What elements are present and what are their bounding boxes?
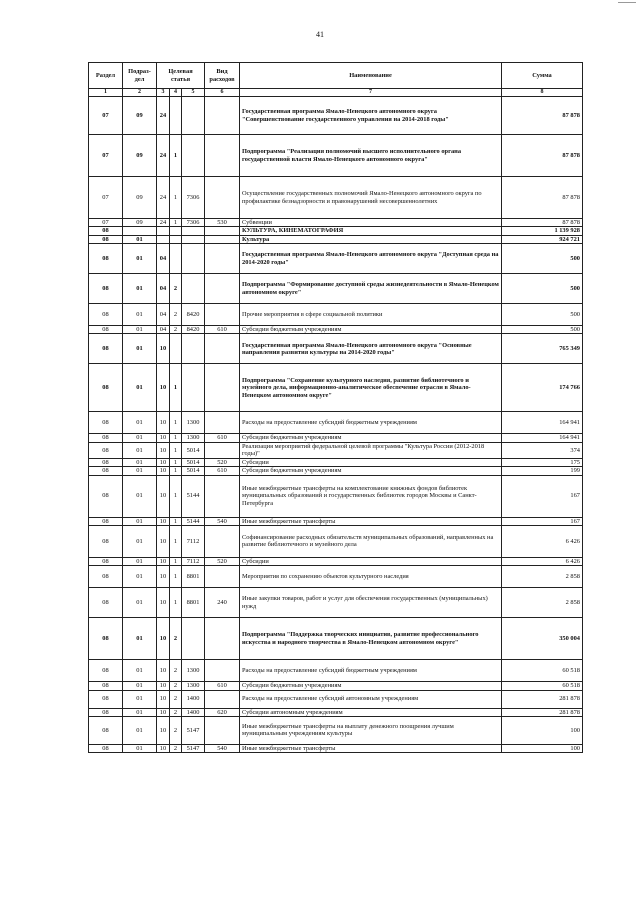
program-code-cell: 10 <box>157 716 170 744</box>
program-code-cell: 04 <box>157 244 170 274</box>
section-code-cell: 08 <box>89 588 123 618</box>
section-code-cell: 08 <box>89 716 123 744</box>
expense-type-cell: 540 <box>205 744 240 752</box>
table-row <box>89 744 583 752</box>
program-code-cell: 10 <box>157 708 170 716</box>
amount-cell: 167 <box>502 475 583 517</box>
subsection-code-cell: 01 <box>123 235 157 243</box>
program-code-cell: 10 <box>157 442 170 458</box>
expense-type-cell <box>205 97 240 135</box>
expense-type-cell <box>205 690 240 708</box>
direction-code-cell: 7306 <box>182 219 205 227</box>
direction-code-cell: 5014 <box>182 458 205 466</box>
expense-type-cell: 610 <box>205 434 240 442</box>
table-row <box>89 525 583 557</box>
column-number: 4 <box>170 89 182 97</box>
section-code-cell: 08 <box>89 304 123 326</box>
direction-code-cell: 1300 <box>182 434 205 442</box>
program-code-cell: 10 <box>157 618 170 660</box>
section-code-cell: 07 <box>89 219 123 227</box>
direction-code-cell <box>182 334 205 364</box>
section-code-cell: 08 <box>89 744 123 752</box>
name-cell: Государственная программа Ямало-Ненецкого автономного округа "Доступная среда на 2014-2020 годы" <box>240 244 502 274</box>
name-cell: Субвенции <box>240 219 502 227</box>
section-code-cell: 08 <box>89 517 123 525</box>
expense-type-cell <box>205 274 240 304</box>
subprogram-code-cell: 2 <box>170 618 182 660</box>
header-name: Наименование <box>240 63 502 89</box>
subsection-code-cell: 09 <box>123 177 157 219</box>
expense-type-cell <box>205 235 240 243</box>
subsection-code-cell: 01 <box>123 364 157 412</box>
column-number-row <box>89 89 583 97</box>
subsection-code-cell: 09 <box>123 219 157 227</box>
program-code-cell: 10 <box>157 517 170 525</box>
subprogram-code-cell: 1 <box>170 525 182 557</box>
program-code-cell: 10 <box>157 475 170 517</box>
name-cell: Культура <box>240 235 502 243</box>
expense-type-cell: 240 <box>205 588 240 618</box>
amount-cell: 167 <box>502 517 583 525</box>
table-row <box>89 235 583 243</box>
name-cell: КУЛЬТУРА, КИНЕМАТОГРАФИЯ <box>240 227 502 235</box>
table-row <box>89 219 583 227</box>
budget-table <box>88 62 583 753</box>
program-code-cell: 24 <box>157 219 170 227</box>
subprogram-code-cell: 1 <box>170 177 182 219</box>
program-code-cell: 10 <box>157 660 170 682</box>
amount-cell: 374 <box>502 442 583 458</box>
direction-code-cell: 7306 <box>182 177 205 219</box>
program-code-cell: 04 <box>157 274 170 304</box>
subprogram-code-cell <box>170 235 182 243</box>
program-code-cell: 10 <box>157 588 170 618</box>
program-code-cell: 10 <box>157 525 170 557</box>
name-cell: Субсидии <box>240 458 502 466</box>
subprogram-code-cell <box>170 97 182 135</box>
subsection-code-cell: 01 <box>123 467 157 475</box>
expense-type-cell <box>205 566 240 588</box>
subsection-code-cell: 01 <box>123 566 157 588</box>
section-code-cell: 07 <box>89 177 123 219</box>
table-row <box>89 588 583 618</box>
amount-cell: 175 <box>502 458 583 466</box>
subprogram-code-cell: 2 <box>170 708 182 716</box>
direction-code-cell: 8801 <box>182 566 205 588</box>
subsection-code-cell: 09 <box>123 97 157 135</box>
section-code-cell: 08 <box>89 566 123 588</box>
amount-cell: 60 518 <box>502 682 583 690</box>
table-row <box>89 682 583 690</box>
amount-cell: 765 349 <box>502 334 583 364</box>
subsection-code-cell: 01 <box>123 708 157 716</box>
header-section: Раздел <box>89 63 123 89</box>
table-row <box>89 557 583 565</box>
program-code-cell: 10 <box>157 412 170 434</box>
header-expense-type: Вид расходов <box>205 63 240 89</box>
section-code-cell: 08 <box>89 364 123 412</box>
table-row <box>89 135 583 177</box>
program-code-cell: 10 <box>157 434 170 442</box>
subsection-code-cell: 01 <box>123 326 157 334</box>
direction-code-cell: 1300 <box>182 412 205 434</box>
subprogram-code-cell: 2 <box>170 716 182 744</box>
amount-cell: 2 858 <box>502 588 583 618</box>
table-row <box>89 566 583 588</box>
amount-cell: 6 426 <box>502 525 583 557</box>
table-row <box>89 690 583 708</box>
program-code-cell: 10 <box>157 690 170 708</box>
subsection-code-cell: 01 <box>123 244 157 274</box>
subsection-code-cell: 01 <box>123 334 157 364</box>
subprogram-code-cell: 1 <box>170 517 182 525</box>
direction-code-cell <box>182 97 205 135</box>
expense-type-cell <box>205 412 240 434</box>
direction-code-cell: 5014 <box>182 442 205 458</box>
subprogram-code-cell: 1 <box>170 588 182 618</box>
header-amount: Сумма <box>502 63 583 89</box>
amount-cell: 100 <box>502 744 583 752</box>
table-row <box>89 304 583 326</box>
subsection-code-cell: 01 <box>123 690 157 708</box>
column-number: 2 <box>123 89 157 97</box>
direction-code-cell: 5147 <box>182 744 205 752</box>
amount-cell: 199 <box>502 467 583 475</box>
subprogram-code-cell <box>170 227 182 235</box>
direction-code-cell <box>182 364 205 412</box>
name-cell: Субсидии бюджетным учреждениям <box>240 467 502 475</box>
program-code-cell: 10 <box>157 364 170 412</box>
expense-type-cell <box>205 442 240 458</box>
table-row <box>89 618 583 660</box>
section-code-cell: 08 <box>89 458 123 466</box>
subsection-code-cell: 01 <box>123 475 157 517</box>
section-code-cell: 08 <box>89 326 123 334</box>
column-number: 7 <box>240 89 502 97</box>
section-code-cell: 08 <box>89 244 123 274</box>
subprogram-code-cell: 1 <box>170 557 182 565</box>
expense-type-cell <box>205 244 240 274</box>
name-cell: Подпрограмма "Поддержка творческих инициатив, развитие профессионального искусства и народного творчества в Ямало-Ненецком автономном округе" <box>240 618 502 660</box>
section-code-cell: 08 <box>89 682 123 690</box>
program-code-cell: 10 <box>157 682 170 690</box>
direction-code-cell <box>182 135 205 177</box>
amount-cell: 164 941 <box>502 412 583 434</box>
section-code-cell: 08 <box>89 690 123 708</box>
direction-code-cell: 1300 <box>182 660 205 682</box>
expense-type-cell <box>205 364 240 412</box>
amount-cell: 500 <box>502 274 583 304</box>
table-row <box>89 475 583 517</box>
table-row <box>89 364 583 412</box>
subprogram-code-cell: 1 <box>170 458 182 466</box>
table-row <box>89 442 583 458</box>
table-row <box>89 708 583 716</box>
table-row <box>89 97 583 135</box>
table-row <box>89 434 583 442</box>
subprogram-code-cell <box>170 334 182 364</box>
amount-cell: 174 766 <box>502 364 583 412</box>
column-number: 5 <box>182 89 205 97</box>
section-code-cell: 07 <box>89 135 123 177</box>
program-code-cell: 24 <box>157 135 170 177</box>
amount-cell: 87 878 <box>502 177 583 219</box>
name-cell: Софинансирование расходных обязательств муниципальных образований, направленных на развитие библиотечного и музейного дела <box>240 525 502 557</box>
direction-code-cell <box>182 244 205 274</box>
header-subsection: Подраз- дел <box>123 63 157 89</box>
subprogram-code-cell: 1 <box>170 475 182 517</box>
table-row <box>89 177 583 219</box>
direction-code-cell: 5144 <box>182 475 205 517</box>
section-code-cell: 08 <box>89 618 123 660</box>
program-code-cell: 10 <box>157 458 170 466</box>
expense-type-cell <box>205 525 240 557</box>
direction-code-cell: 8420 <box>182 304 205 326</box>
subsection-code-cell: 01 <box>123 442 157 458</box>
name-cell: Расходы на предоставление субсидий бюджетным учреждениям <box>240 412 502 434</box>
subprogram-code-cell: 2 <box>170 690 182 708</box>
expense-type-cell <box>205 135 240 177</box>
expense-type-cell: 520 <box>205 557 240 565</box>
name-cell: Подпрограмма "Реализация полномочий высшего исполнительного органа государственной власти Ямало-Ненецкого автономного округа" <box>240 135 502 177</box>
direction-code-cell <box>182 227 205 235</box>
program-code-cell: 04 <box>157 304 170 326</box>
section-code-cell: 08 <box>89 412 123 434</box>
column-number: 1 <box>89 89 123 97</box>
amount-cell: 281 878 <box>502 708 583 716</box>
amount-cell: 924 721 <box>502 235 583 243</box>
program-code-cell: 04 <box>157 326 170 334</box>
amount-cell: 500 <box>502 304 583 326</box>
subsection-code-cell: 01 <box>123 682 157 690</box>
amount-cell: 500 <box>502 244 583 274</box>
expense-type-cell: 610 <box>205 326 240 334</box>
direction-code-cell: 8801 <box>182 588 205 618</box>
subsection-code-cell: 01 <box>123 517 157 525</box>
expense-type-cell: 530 <box>205 219 240 227</box>
program-code-cell <box>157 235 170 243</box>
subprogram-code-cell: 1 <box>170 135 182 177</box>
name-cell: Субсидии бюджетным учреждениям <box>240 326 502 334</box>
expense-type-cell: 610 <box>205 467 240 475</box>
subprogram-code-cell: 1 <box>170 219 182 227</box>
scan-edge-mark <box>618 2 636 3</box>
subsection-code-cell: 01 <box>123 660 157 682</box>
amount-cell: 87 878 <box>502 135 583 177</box>
direction-code-cell: 8420 <box>182 326 205 334</box>
expense-type-cell: 540 <box>205 517 240 525</box>
program-code-cell: 10 <box>157 334 170 364</box>
subprogram-code-cell: 1 <box>170 412 182 434</box>
subsection-code-cell: 01 <box>123 557 157 565</box>
name-cell: Субсидии автономным учреждениям <box>240 708 502 716</box>
direction-code-cell: 7112 <box>182 525 205 557</box>
expense-type-cell <box>205 716 240 744</box>
subprogram-code-cell: 2 <box>170 274 182 304</box>
table-row <box>89 467 583 475</box>
direction-code-cell <box>182 618 205 660</box>
amount-cell: 1 139 928 <box>502 227 583 235</box>
column-number: 8 <box>502 89 583 97</box>
table-row <box>89 326 583 334</box>
name-cell: Иные межбюджетные трансферты на комплектование книжных фондов библиотек муниципальных образований и государственных библиотек городов Москвы и Санкт-Петербурга <box>240 475 502 517</box>
program-code-cell <box>157 227 170 235</box>
subprogram-code-cell: 2 <box>170 660 182 682</box>
table-row <box>89 334 583 364</box>
amount-cell: 350 004 <box>502 618 583 660</box>
section-code-cell: 08 <box>89 434 123 442</box>
table-row <box>89 412 583 434</box>
program-code-cell: 24 <box>157 97 170 135</box>
subsection-code-cell: 01 <box>123 434 157 442</box>
direction-code-cell: 5014 <box>182 467 205 475</box>
subprogram-code-cell: 1 <box>170 442 182 458</box>
direction-code-cell: 7112 <box>182 557 205 565</box>
name-cell: Иные межбюджетные трансферты на выплату денежного поощрения лучшим муниципальным учреждениям культуры <box>240 716 502 744</box>
amount-cell: 2 858 <box>502 566 583 588</box>
name-cell: Иные закупки товаров, работ и услуг для обеспечения государственных (муниципальных) нужд <box>240 588 502 618</box>
program-code-cell: 24 <box>157 177 170 219</box>
subprogram-code-cell: 2 <box>170 744 182 752</box>
direction-code-cell: 5147 <box>182 716 205 744</box>
name-cell: Расходы на предоставление субсидий автономным учреждениям <box>240 690 502 708</box>
section-code-cell: 08 <box>89 334 123 364</box>
direction-code-cell <box>182 235 205 243</box>
amount-cell: 87 878 <box>502 97 583 135</box>
amount-cell: 281 878 <box>502 690 583 708</box>
table-row <box>89 274 583 304</box>
amount-cell: 6 426 <box>502 557 583 565</box>
subsection-code-cell: 01 <box>123 744 157 752</box>
amount-cell: 87 878 <box>502 219 583 227</box>
subprogram-code-cell: 2 <box>170 682 182 690</box>
expense-type-cell <box>205 618 240 660</box>
section-code-cell: 08 <box>89 274 123 304</box>
subprogram-code-cell: 1 <box>170 434 182 442</box>
subsection-code-cell: 01 <box>123 618 157 660</box>
direction-code-cell <box>182 274 205 304</box>
section-code-cell: 08 <box>89 557 123 565</box>
subsection-code-cell: 01 <box>123 274 157 304</box>
page-number: 41 <box>316 30 324 39</box>
name-cell: Иные межбюджетные трансферты <box>240 517 502 525</box>
expense-type-cell <box>205 177 240 219</box>
name-cell: Расходы на предоставление субсидий бюджетным учреждениям <box>240 660 502 682</box>
expense-type-cell <box>205 304 240 326</box>
subprogram-code-cell: 1 <box>170 467 182 475</box>
table-row <box>89 227 583 235</box>
name-cell: Прочие мероприятия в сфере социальной политики <box>240 304 502 326</box>
name-cell: Осуществление государственных полномочий Ямало-Ненецкого автономного округа по профилактике безнадзорности и правонарушений несовершеннолетних <box>240 177 502 219</box>
amount-cell: 500 <box>502 326 583 334</box>
section-code-cell: 08 <box>89 708 123 716</box>
table-row <box>89 244 583 274</box>
name-cell: Государственная программа Ямало-Ненецкого автономного округа "Основные направления развития культуры на 2014-2020 годы" <box>240 334 502 364</box>
name-cell: Мероприятия по сохранению объектов культурного наследия <box>240 566 502 588</box>
budget-rows <box>89 97 583 753</box>
section-code-cell: 08 <box>89 442 123 458</box>
subprogram-code-cell: 1 <box>170 566 182 588</box>
name-cell: Субсидии <box>240 557 502 565</box>
name-cell: Подпрограмма "Сохранение культурного наследия, развитие библиотечного и музейного дела, информационно-аналитическое обеспечение отрасли в Ямало-Ненецком автономном округе" <box>240 364 502 412</box>
program-code-cell: 10 <box>157 744 170 752</box>
table-row <box>89 517 583 525</box>
expense-type-cell <box>205 475 240 517</box>
subsection-code-cell: 01 <box>123 412 157 434</box>
section-code-cell: 08 <box>89 467 123 475</box>
header-target: Целевая статья <box>157 63 205 89</box>
expense-type-cell <box>205 660 240 682</box>
section-code-cell: 08 <box>89 475 123 517</box>
table-row <box>89 716 583 744</box>
expense-type-cell: 610 <box>205 682 240 690</box>
subprogram-code-cell: 1 <box>170 364 182 412</box>
name-cell: Субсидии бюджетным учреждениям <box>240 434 502 442</box>
name-cell: Субсидии бюджетным учреждениям <box>240 682 502 690</box>
subsection-code-cell <box>123 227 157 235</box>
expense-type-cell: 520 <box>205 458 240 466</box>
name-cell: Иные межбюджетные трансферты <box>240 744 502 752</box>
amount-cell: 100 <box>502 716 583 744</box>
subsection-code-cell: 01 <box>123 716 157 744</box>
direction-code-cell: 1400 <box>182 708 205 716</box>
direction-code-cell: 1400 <box>182 690 205 708</box>
header-row <box>89 63 583 89</box>
expense-type-cell: 620 <box>205 708 240 716</box>
section-code-cell: 08 <box>89 227 123 235</box>
section-code-cell: 08 <box>89 660 123 682</box>
amount-cell: 60 518 <box>502 660 583 682</box>
section-code-cell: 07 <box>89 97 123 135</box>
direction-code-cell: 1300 <box>182 682 205 690</box>
subprogram-code-cell: 2 <box>170 304 182 326</box>
column-number: 6 <box>205 89 240 97</box>
name-cell: Реализация мероприятий федеральной целевой программы "Культура России (2012-2018 годы)" <box>240 442 502 458</box>
subsection-code-cell: 09 <box>123 135 157 177</box>
column-number: 3 <box>157 89 170 97</box>
subsection-code-cell: 01 <box>123 304 157 326</box>
direction-code-cell: 5144 <box>182 517 205 525</box>
program-code-cell: 10 <box>157 557 170 565</box>
subprogram-code-cell: 2 <box>170 326 182 334</box>
subsection-code-cell: 01 <box>123 588 157 618</box>
expense-type-cell <box>205 334 240 364</box>
table-row <box>89 660 583 682</box>
program-code-cell: 10 <box>157 566 170 588</box>
amount-cell: 164 941 <box>502 434 583 442</box>
name-cell: Государственная программа Ямало-Ненецкого автономного округа "Совершенствование государственного управления на 2014-2018 годы" <box>240 97 502 135</box>
program-code-cell: 10 <box>157 467 170 475</box>
section-code-cell: 08 <box>89 235 123 243</box>
name-cell: Подпрограмма "Формирование доступной среды жизнедеятельности в Ямало-Ненецком автономном округе" <box>240 274 502 304</box>
table-row <box>89 458 583 466</box>
subprogram-code-cell <box>170 244 182 274</box>
section-code-cell: 08 <box>89 525 123 557</box>
subsection-code-cell: 01 <box>123 525 157 557</box>
expense-type-cell <box>205 227 240 235</box>
subsection-code-cell: 01 <box>123 458 157 466</box>
